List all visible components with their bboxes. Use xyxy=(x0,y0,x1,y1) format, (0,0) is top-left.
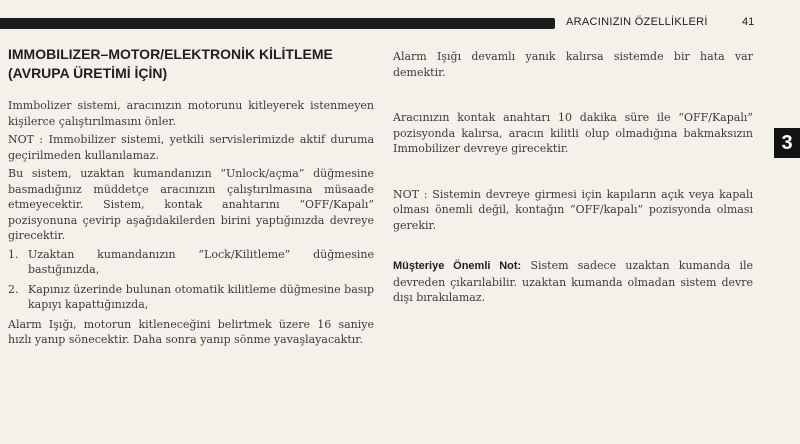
list-text: Uzaktan kumandanızın “Lock/Kilitleme” düğmesine bastığınızda, xyxy=(28,247,374,276)
section-title: ARACINIZIN ÖZELLİKLERİ xyxy=(566,16,708,28)
customer-note xyxy=(393,258,753,306)
page-heading xyxy=(8,45,373,83)
list-number: 2. xyxy=(8,282,19,296)
list-text: Kapınız üzerinde bulunan otomatik kilitleme düğmesine basıp kapıyı kapattığınızda, xyxy=(28,282,374,311)
customer-note-label: Müşteriye Önemli Not: xyxy=(393,260,522,272)
list-number: 1. xyxy=(8,247,19,261)
page-number: 41 xyxy=(742,16,755,28)
header-bar xyxy=(0,18,555,29)
auto-arm-paragraph: Aracınızın kontak anahtarı 10 dakika süre ile “OFF/Kapalı” pozisyonda kalırsa, aracın kilitli olup olmadığına bakmaksızın Immobilizer devreye girecektir. xyxy=(393,111,753,155)
alarm-fault-paragraph: Alarm Işığı devamlı yanık kalırsa sistemde bir hata var demektir. xyxy=(393,50,753,79)
door-note: NOT : Sistemin devreye girmesi için kapıların açık veya kapalı olması önemli değil, kontağın “OFF/kapalı” pozisyonda olması gerekir. xyxy=(393,187,753,232)
activation-paragraph: Bu sistem, uzaktan kumandanızın “Unlock/açma” düğmesine basmadığınız müddetçe aracınızın çalıştırılmasına müsaade etmeyecektir. Sistem, kontak anahtarını “OFF/Kapalı” pozisyonuna çevirip aşağıdakilerden birini yaptığınızda devreye girecektir. xyxy=(8,167,374,242)
heading-line-2: (AVRUPA ÜRETİMİ İÇİN) xyxy=(8,65,168,81)
customer-note-text: Sistem sadece uzaktan kumanda ile devreden çıkarılabilir. uzaktan kumanda olmadan sistem devre dışı bırakılamaz. xyxy=(393,259,753,304)
alarm-light-paragraph: Alarm Işığı, motorun kitleneceğini belirtmek üzere 16 saniye hızlı yanıp sönecektir. Daha sonra yanıp sönme yavaşlayacaktır. xyxy=(8,317,374,346)
list-item xyxy=(8,282,374,313)
left-column xyxy=(8,98,374,351)
chapter-tab: 3 xyxy=(774,128,800,158)
intro-paragraph: Immbolizer sistemi, aracınızın motorunu kitleyerek istenmeyen kişilerce çalıştırılmasını önler. xyxy=(8,99,374,128)
right-column xyxy=(393,49,753,326)
list-item xyxy=(8,247,374,278)
service-note: NOT : Immobilizer sistemi, yetkili servislerimizde aktif duruma geçirilmeden kullanılamaz. xyxy=(8,133,374,162)
heading-line-1: IMMOBILIZER–MOTOR/ELEKTRONİK KİLİTLEME xyxy=(8,46,333,62)
